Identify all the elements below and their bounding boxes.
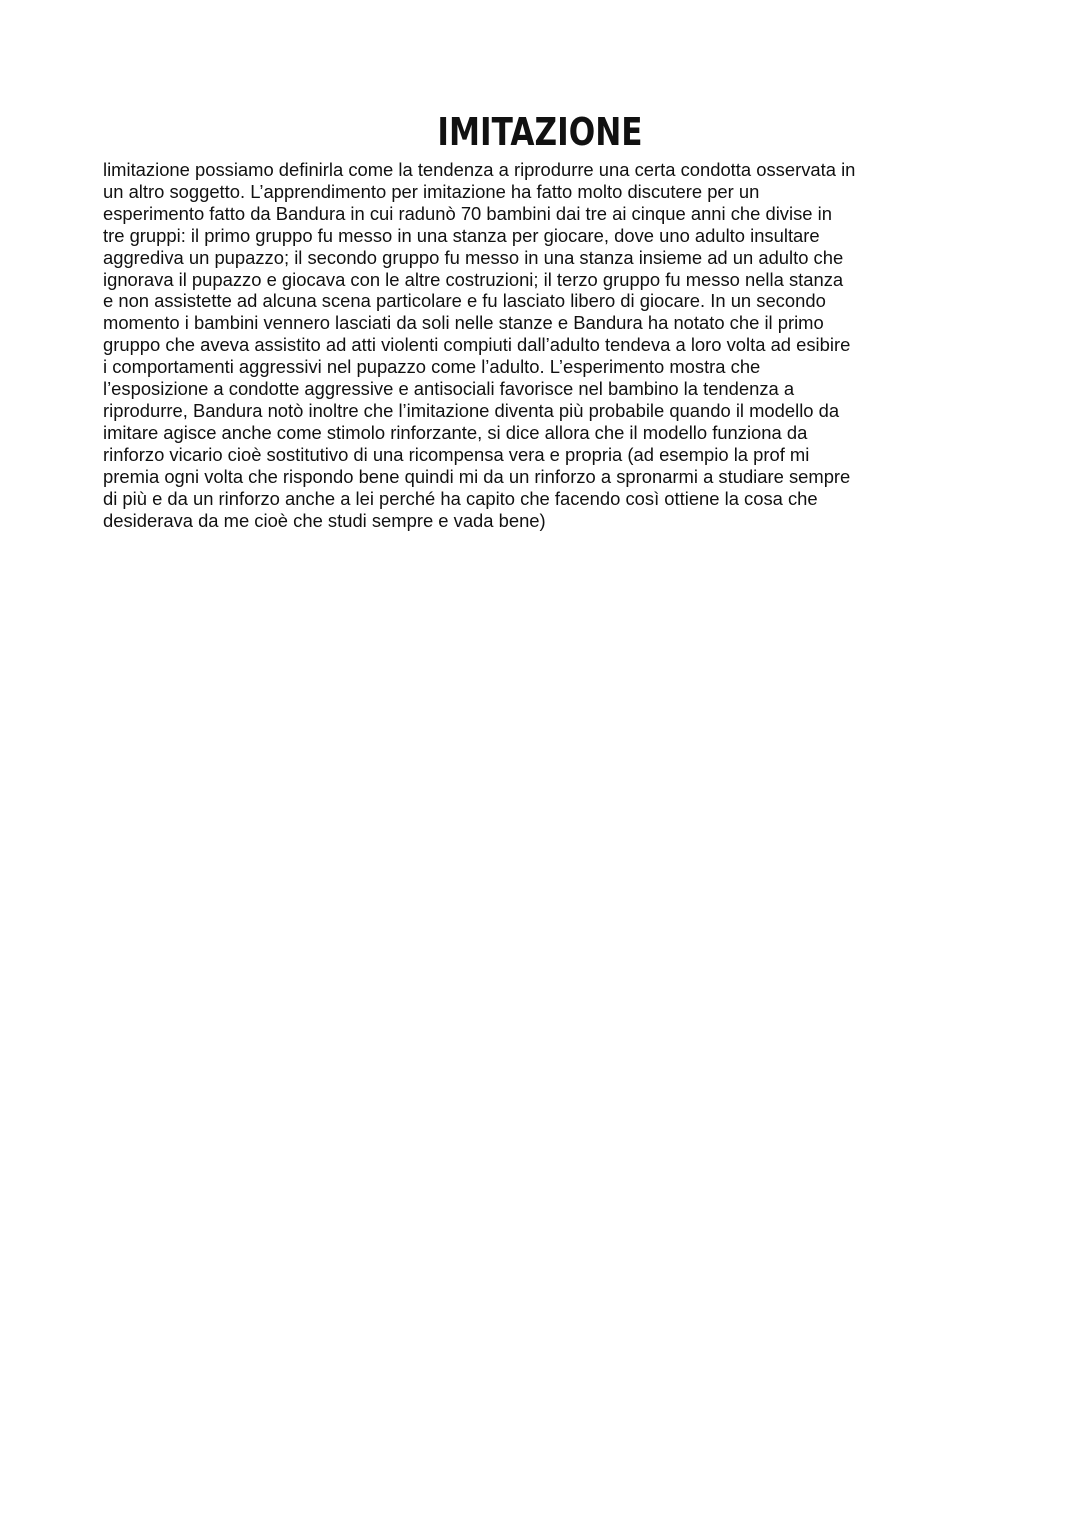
paragraph-line: un altro soggetto. L’apprendimento per imitazione ha fatto molto discutere per un [103,180,760,202]
paragraph-line: gruppo che aveva assistito ad atti violenti compiuti dall’adulto tendeva a loro volta ad esibire [103,334,851,356]
paragraph-line: limitazione possiamo definirla come la tendenza a riprodurre una certa condotta osservata in [103,159,856,180]
paragraph-line: l’esposizione a condotte aggressive e antisociali favorisce nel bambino la tendenza a [103,378,795,400]
paragraph-line: premia ogni volta che rispondo bene quindi mi da un rinforzo a spronarmi a studiare sempre [103,465,851,487]
paragraph-line: aggrediva un pupazzo; il secondo gruppo fu messo in una stanza insieme ad un adulto che [103,246,844,268]
paragraph-line: esperimento fatto da Bandura in cui radunò 70 bambini dai tre ai cinque anni che divise in [103,202,832,224]
paragraph-line: tre gruppi: il primo gruppo fu messo in una stanza per giocare, dove uno adulto insultare [103,224,820,246]
page-title: IMITAZIONE [437,110,643,154]
paragraph-line: di più e da un rinforzo anche a lei perché ha capito che facendo così ottiene la cosa che [103,487,818,509]
paragraph-line: rinforzo vicario cioè sostitutivo di una ricompensa vera e propria (ad esempio la prof mi [103,443,810,465]
paragraph-line: imitare agisce anche come stimolo rinforzante, si dice allora che il modello funziona da [103,421,808,443]
paragraph-line: riprodurre, Bandura notò inoltre che l’imitazione diventa più probabile quando il modello da [103,399,840,421]
paragraph-line: i comportamenti aggressivi nel pupazzo come l’adulto. L’esperimento mostra che [103,356,761,378]
paragraph-line: e non assistette ad alcuna scena particolare e fu lasciato libero di giocare. In un secondo [103,290,826,312]
paragraph-line: ignorava il pupazzo e giocava con le altre costruzioni; il terzo gruppo fu messo nella stanza [103,268,844,290]
paragraph-line: momento i bambini vennero lasciati da soli nelle stanze e Bandura ha notato che il primo [103,312,824,334]
body-paragraph [103,159,943,531]
paragraph-line: desiderava da me cioè che studi sempre e vada bene) [103,509,546,531]
